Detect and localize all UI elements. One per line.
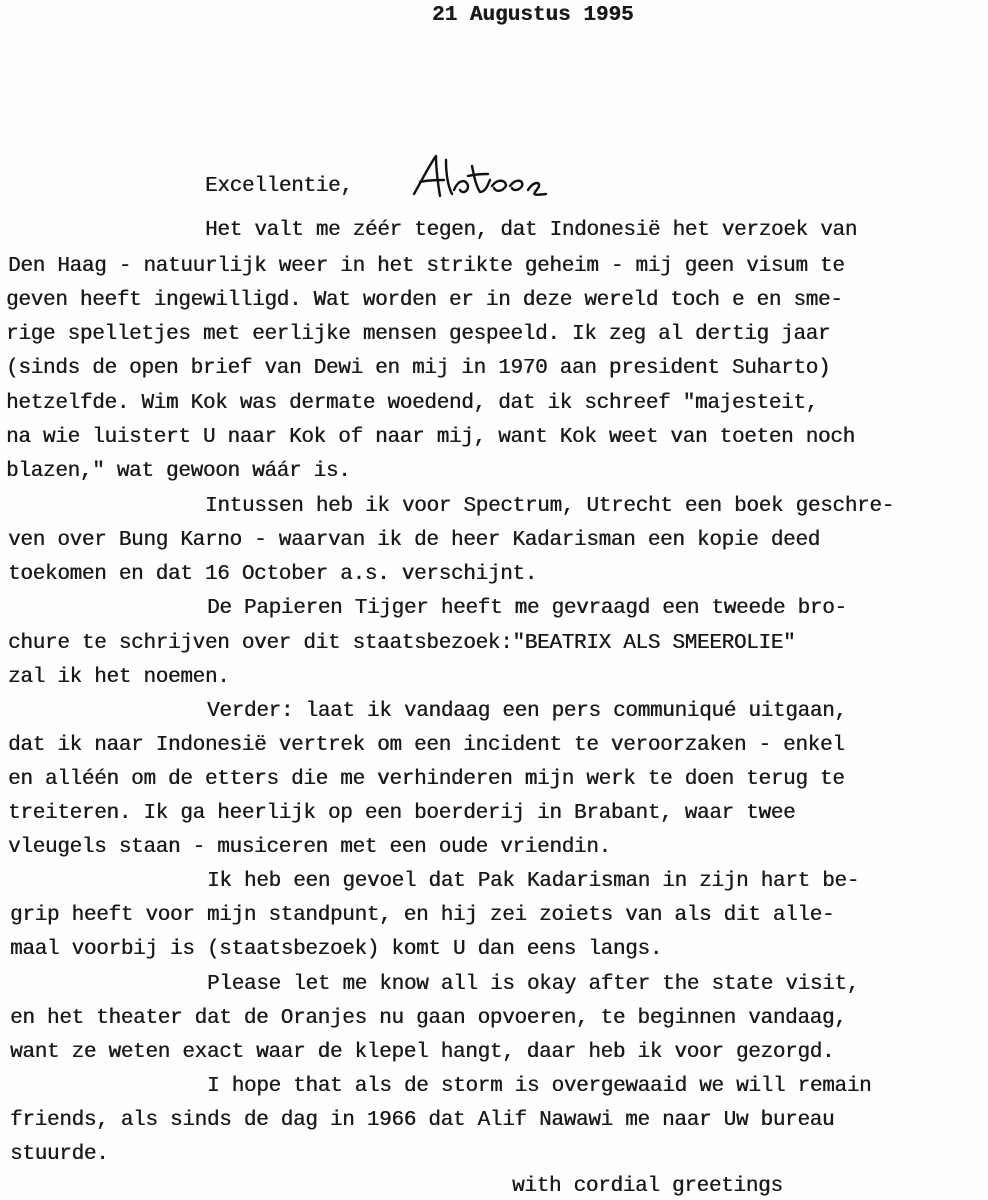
closing: with cordial greetings: [512, 1175, 783, 1198]
body-line: chure te schrijven over dit staatsbezoek:"BEATRIX ALS SMEEROLIE": [8, 632, 796, 655]
body-line: na wie luistert U naar Kok of naar mij, want Kok weet van toeten noch: [6, 426, 855, 449]
body-line: en het theater dat de Oranjes nu gaan opvoeren, te beginnen vandaag,: [10, 1007, 847, 1030]
body-line: grip heeft voor mijn standpunt, en hij zei zoiets van als dit alle-: [10, 904, 835, 927]
body-line: vleugels staan - musiceren met een oude vriendin.: [8, 836, 611, 859]
body-line: Het valt me zéér tegen, dat Indonesië het verzoek van: [205, 219, 858, 242]
body-line: blazen," wat gewoon wáár is.: [6, 460, 351, 483]
handwritten-signature: [402, 150, 552, 206]
body-line: maal voorbij is (staatsbezoek) komt U dan eens langs.: [10, 938, 663, 961]
body-line: Please let me know all is okay after the state visit,: [207, 973, 860, 996]
body-line: (sinds de open brief van Dewi en mij in 1970 aan president Suharto): [6, 357, 831, 380]
body-line: rige spelletjes met eerlijke mensen gespeeld. Ik zeg al dertig jaar: [6, 323, 831, 346]
body-line: Intussen heb ik voor Spectrum, Utrecht een boek geschre-: [205, 495, 894, 518]
body-line: geven heeft ingewilligd. Wat worden er in deze wereld toch e en sme-: [6, 289, 843, 312]
body-line: Verder: laat ik vandaag een pers communiqué uitgaan,: [207, 700, 847, 723]
body-line: en alléén om de etters die me verhinderen mijn werk te doen terug te: [8, 768, 845, 791]
body-line: I hope that als de storm is overgewaaid we will remain: [207, 1075, 872, 1098]
body-line: Ik heb een gevoel dat Pak Kadarisman in zijn hart be-: [207, 870, 860, 893]
letter-date: 21 Augustus 1995: [432, 4, 634, 27]
body-line: friends, als sinds de dag in 1966 dat Alif Nawawi me naar Uw bureau: [10, 1109, 835, 1132]
body-line: want ze weten exact waar de klepel hangt, daar heb ik voor gezorgd.: [10, 1041, 835, 1064]
body-line: stuurde.: [10, 1143, 109, 1166]
body-line: hetzelfde. Wim Kok was dermate woedend, dat ik schreef "majesteit,: [6, 392, 818, 415]
body-line: zal ik het noemen.: [8, 666, 230, 689]
body-line: treiteren. Ik ga heerlijk op een boerderij in Brabant, waar twee: [8, 802, 796, 825]
salutation: Excellentie,: [205, 175, 353, 198]
body-line: Den Haag - natuurlijk weer in het strikte geheim - mij geen visum te: [8, 255, 845, 278]
body-line: toekomen en dat 16 October a.s. verschijnt.: [8, 563, 537, 586]
body-line: dat ik naar Indonesië vertrek om een incident te veroorzaken - enkel: [8, 734, 845, 757]
body-line: De Papieren Tijger heeft me gevraagd een tweede bro-: [207, 597, 847, 620]
body-line: ven over Bung Karno - waarvan ik de heer Kadarisman een kopie deed: [8, 529, 820, 552]
